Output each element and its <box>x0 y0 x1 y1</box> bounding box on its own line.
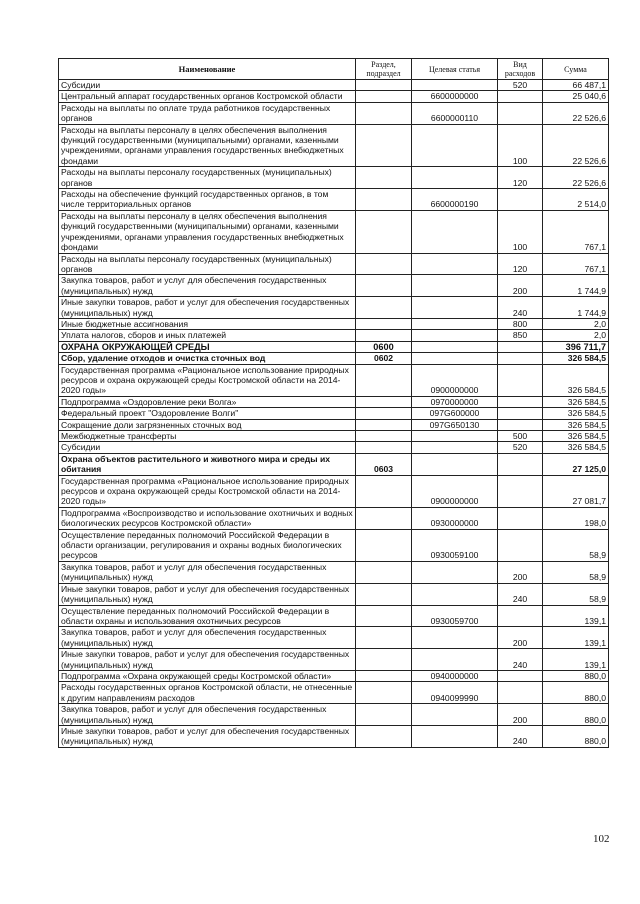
row-expense-type <box>498 396 543 407</box>
row-sum: 66 487,1 <box>543 80 609 91</box>
table-row <box>59 124 609 167</box>
row-sum: 326 584,5 <box>543 408 609 419</box>
row-target: 6600000000 <box>412 91 498 102</box>
header-expense-type: Вид расходов <box>498 59 543 80</box>
row-name: Осуществление переданных полномочий Российской Федерации в области охраны и использования охотничьих ресурсов <box>59 605 356 627</box>
row-sum: 22 526,6 <box>543 102 609 124</box>
table-header-row <box>59 59 609 80</box>
row-section <box>356 431 412 442</box>
row-name: Расходы на обеспечение функций государственных органов, в том числе территориальных органов <box>59 189 356 211</box>
row-name: Осуществление переданных полномочий Российской Федерации в области организации, регулирования и охраны водных биологических ресурсов <box>59 529 356 561</box>
row-section <box>356 670 412 681</box>
table-row <box>59 561 609 583</box>
row-sum: 27 125,0 <box>543 453 609 475</box>
table-row <box>59 649 609 671</box>
row-section <box>356 704 412 726</box>
table-row <box>59 364 609 396</box>
row-sum: 880,0 <box>543 704 609 726</box>
table-row <box>59 419 609 430</box>
row-expense-type: 850 <box>498 330 543 341</box>
row-sum: 1 744,9 <box>543 275 609 297</box>
table-row <box>59 341 609 352</box>
row-sum: 58,9 <box>543 561 609 583</box>
row-expense-type: 200 <box>498 561 543 583</box>
row-sum: 1 744,9 <box>543 297 609 319</box>
row-target: 0970000000 <box>412 396 498 407</box>
row-name: Расходы на выплаты персоналу в целях обеспечения выполнения функций государственными (муниципальными) органами, казенными учреждениями, органами управления государственных внебюджетных фондами <box>59 124 356 167</box>
table-row <box>59 353 609 364</box>
row-name: Межбюджетные трансферты <box>59 431 356 442</box>
row-target: 0930000000 <box>412 507 498 529</box>
row-sum: 58,9 <box>543 583 609 605</box>
row-target <box>412 725 498 747</box>
table-row <box>59 102 609 124</box>
row-sum: 767,1 <box>543 210 609 253</box>
table-row <box>59 330 609 341</box>
row-section <box>356 253 412 275</box>
row-sum: 25 040,6 <box>543 91 609 102</box>
row-target: 0900000000 <box>412 364 498 396</box>
row-sum: 326 584,5 <box>543 364 609 396</box>
row-sum: 2 514,0 <box>543 189 609 211</box>
row-section <box>356 124 412 167</box>
table-row <box>59 453 609 475</box>
row-section <box>356 275 412 297</box>
row-target <box>412 583 498 605</box>
row-target <box>412 80 498 91</box>
header-name: Наименование <box>59 59 356 80</box>
row-name: Субсидии <box>59 80 356 91</box>
row-name: Федеральный проект "Оздоровление Волги" <box>59 408 356 419</box>
row-sum: 27 081,7 <box>543 475 609 507</box>
row-target: 097G650130 <box>412 419 498 430</box>
row-section <box>356 649 412 671</box>
row-section <box>356 682 412 704</box>
row-expense-type: 100 <box>498 124 543 167</box>
row-expense-type: 200 <box>498 275 543 297</box>
budget-document <box>58 58 608 748</box>
row-name: Закупка товаров, работ и услуг для обеспечения государственных (муниципальных) нужд <box>59 561 356 583</box>
row-expense-type: 100 <box>498 210 543 253</box>
row-sum: 58,9 <box>543 529 609 561</box>
row-section <box>356 507 412 529</box>
row-name: Сокращение доли загрязненных сточных вод <box>59 419 356 430</box>
row-expense-type: 500 <box>498 431 543 442</box>
table-row <box>59 627 609 649</box>
row-section <box>356 725 412 747</box>
row-target <box>412 649 498 671</box>
row-target <box>412 124 498 167</box>
table-row <box>59 475 609 507</box>
row-target <box>412 210 498 253</box>
row-name: Расходы на выплаты по оплате труда работников государственных органов <box>59 102 356 124</box>
table-row <box>59 682 609 704</box>
row-section <box>356 297 412 319</box>
row-section <box>356 80 412 91</box>
row-target: 097G600000 <box>412 408 498 419</box>
table-row <box>59 431 609 442</box>
table-row <box>59 529 609 561</box>
table-row <box>59 396 609 407</box>
row-name: Иные закупки товаров, работ и услуг для обеспечения государственных (муниципальных) нужд <box>59 297 356 319</box>
row-target <box>412 167 498 189</box>
row-target <box>412 253 498 275</box>
row-section <box>356 364 412 396</box>
row-sum: 326 584,5 <box>543 431 609 442</box>
row-name: Иные закупки товаров, работ и услуг для обеспечения государственных (муниципальных) нужд <box>59 725 356 747</box>
row-section: 0603 <box>356 453 412 475</box>
row-name: ОХРАНА ОКРУЖАЮЩЕЙ СРЕДЫ <box>59 341 356 352</box>
row-target: 0940000000 <box>412 670 498 681</box>
row-name: Центральный аппарат государственных органов Костромской области <box>59 91 356 102</box>
row-sum: 198,0 <box>543 507 609 529</box>
row-expense-type <box>498 605 543 627</box>
row-sum: 139,1 <box>543 627 609 649</box>
row-section <box>356 583 412 605</box>
row-target <box>412 297 498 319</box>
row-sum: 396 711,7 <box>543 341 609 352</box>
row-expense-type: 120 <box>498 253 543 275</box>
table-row <box>59 189 609 211</box>
row-target <box>412 442 498 453</box>
row-name: Иные бюджетные ассигнования <box>59 318 356 329</box>
row-expense-type <box>498 102 543 124</box>
row-section <box>356 330 412 341</box>
row-target: 0900000000 <box>412 475 498 507</box>
table-row <box>59 725 609 747</box>
row-expense-type: 800 <box>498 318 543 329</box>
row-expense-type <box>498 453 543 475</box>
row-sum: 880,0 <box>543 670 609 681</box>
row-expense-type: 200 <box>498 627 543 649</box>
row-name: Сбор, удаление отходов и очистка сточных вод <box>59 353 356 364</box>
row-sum: 326 584,5 <box>543 353 609 364</box>
row-expense-type <box>498 353 543 364</box>
row-expense-type: 520 <box>498 80 543 91</box>
row-name: Иные закупки товаров, работ и услуг для обеспечения государственных (муниципальных) нужд <box>59 583 356 605</box>
row-target <box>412 330 498 341</box>
row-expense-type <box>498 507 543 529</box>
table-row <box>59 605 609 627</box>
table-row <box>59 275 609 297</box>
row-section <box>356 102 412 124</box>
row-name: Расходы на выплаты персоналу в целях обеспечения выполнения функций государственными (муниципальными) органами, казенными учреждениями, органами управления государственных внебюджетных фондами <box>59 210 356 253</box>
row-expense-type <box>498 529 543 561</box>
row-expense-type <box>498 670 543 681</box>
row-section: 0602 <box>356 353 412 364</box>
row-sum: 326 584,5 <box>543 396 609 407</box>
row-name: Расходы государственных органов Костромской области, не отнесенные к другим направлениям расходов <box>59 682 356 704</box>
table-row <box>59 704 609 726</box>
row-section <box>356 396 412 407</box>
row-sum: 767,1 <box>543 253 609 275</box>
row-name: Подпрограмма «Оздоровление реки Волга» <box>59 396 356 407</box>
row-name: Иные закупки товаров, работ и услуг для обеспечения государственных (муниципальных) нужд <box>59 649 356 671</box>
row-section <box>356 210 412 253</box>
row-target: 0940099990 <box>412 682 498 704</box>
table-row <box>59 297 609 319</box>
row-expense-type <box>498 341 543 352</box>
row-sum: 326 584,5 <box>543 442 609 453</box>
row-sum: 139,1 <box>543 605 609 627</box>
row-name: Расходы на выплаты персоналу государственных (муниципальных) органов <box>59 253 356 275</box>
row-target: 0930059100 <box>412 529 498 561</box>
row-sum: 2,0 <box>543 318 609 329</box>
row-section <box>356 529 412 561</box>
header-target: Целевая статья <box>412 59 498 80</box>
row-target: 6600000190 <box>412 189 498 211</box>
row-section <box>356 627 412 649</box>
row-section <box>356 561 412 583</box>
row-expense-type: 240 <box>498 649 543 671</box>
page-number: 102 <box>593 833 610 845</box>
row-target <box>412 561 498 583</box>
row-sum: 880,0 <box>543 682 609 704</box>
table-row <box>59 583 609 605</box>
header-sum: Сумма <box>543 59 609 80</box>
table-row <box>59 408 609 419</box>
row-section <box>356 91 412 102</box>
row-expense-type <box>498 682 543 704</box>
row-name: Охрана объектов растительного и животного мира и среды их обитания <box>59 453 356 475</box>
row-section <box>356 167 412 189</box>
row-expense-type <box>498 364 543 396</box>
row-expense-type: 240 <box>498 725 543 747</box>
row-target: 0930059700 <box>412 605 498 627</box>
row-section <box>356 419 412 430</box>
row-sum: 22 526,6 <box>543 124 609 167</box>
table-row <box>59 318 609 329</box>
row-expense-type <box>498 475 543 507</box>
header-section: Раздел, подраздел <box>356 59 412 80</box>
row-target <box>412 431 498 442</box>
row-sum: 2,0 <box>543 330 609 341</box>
row-section <box>356 318 412 329</box>
row-name: Государственная программа «Рациональное использование природных ресурсов и охрана окружающей среды Костромской области на 2014-2020 годы» <box>59 364 356 396</box>
row-expense-type <box>498 419 543 430</box>
row-section <box>356 442 412 453</box>
row-name: Закупка товаров, работ и услуг для обеспечения государственных (муниципальных) нужд <box>59 704 356 726</box>
row-name: Расходы на выплаты персоналу государственных (муниципальных) органов <box>59 167 356 189</box>
row-target <box>412 627 498 649</box>
table-body <box>59 80 609 748</box>
row-expense-type: 200 <box>498 704 543 726</box>
table-row <box>59 507 609 529</box>
row-expense-type: 520 <box>498 442 543 453</box>
table-row <box>59 91 609 102</box>
row-section: 0600 <box>356 341 412 352</box>
table-row <box>59 210 609 253</box>
table-row <box>59 670 609 681</box>
row-name: Подпрограмма «Охрана окружающей среды Костромской области» <box>59 670 356 681</box>
row-sum: 326 584,5 <box>543 419 609 430</box>
row-section <box>356 605 412 627</box>
row-target: 6600000110 <box>412 102 498 124</box>
row-sum: 139,1 <box>543 649 609 671</box>
table-row <box>59 80 609 91</box>
table-row <box>59 167 609 189</box>
row-target <box>412 275 498 297</box>
row-target <box>412 353 498 364</box>
row-expense-type <box>498 408 543 419</box>
row-name: Закупка товаров, работ и услуг для обеспечения государственных (муниципальных) нужд <box>59 627 356 649</box>
row-expense-type <box>498 189 543 211</box>
row-name: Подпрограмма «Воспроизводство и использование охотничьих и водных биологических ресурсов Костромской области» <box>59 507 356 529</box>
row-name: Субсидии <box>59 442 356 453</box>
row-target <box>412 318 498 329</box>
budget-table <box>58 58 609 748</box>
row-expense-type <box>498 91 543 102</box>
row-target <box>412 453 498 475</box>
row-sum: 880,0 <box>543 725 609 747</box>
row-name: Государственная программа «Рациональное использование природных ресурсов и охрана окружающей среды Костромской области на 2014-2020 годы» <box>59 475 356 507</box>
row-section <box>356 189 412 211</box>
row-sum: 22 526,6 <box>543 167 609 189</box>
row-name: Уплата налогов, сборов и иных платежей <box>59 330 356 341</box>
row-expense-type: 120 <box>498 167 543 189</box>
row-target <box>412 704 498 726</box>
row-target <box>412 341 498 352</box>
table-row <box>59 442 609 453</box>
row-name: Закупка товаров, работ и услуг для обеспечения государственных (муниципальных) нужд <box>59 275 356 297</box>
row-expense-type: 240 <box>498 297 543 319</box>
row-section <box>356 408 412 419</box>
row-section <box>356 475 412 507</box>
row-expense-type: 240 <box>498 583 543 605</box>
table-row <box>59 253 609 275</box>
